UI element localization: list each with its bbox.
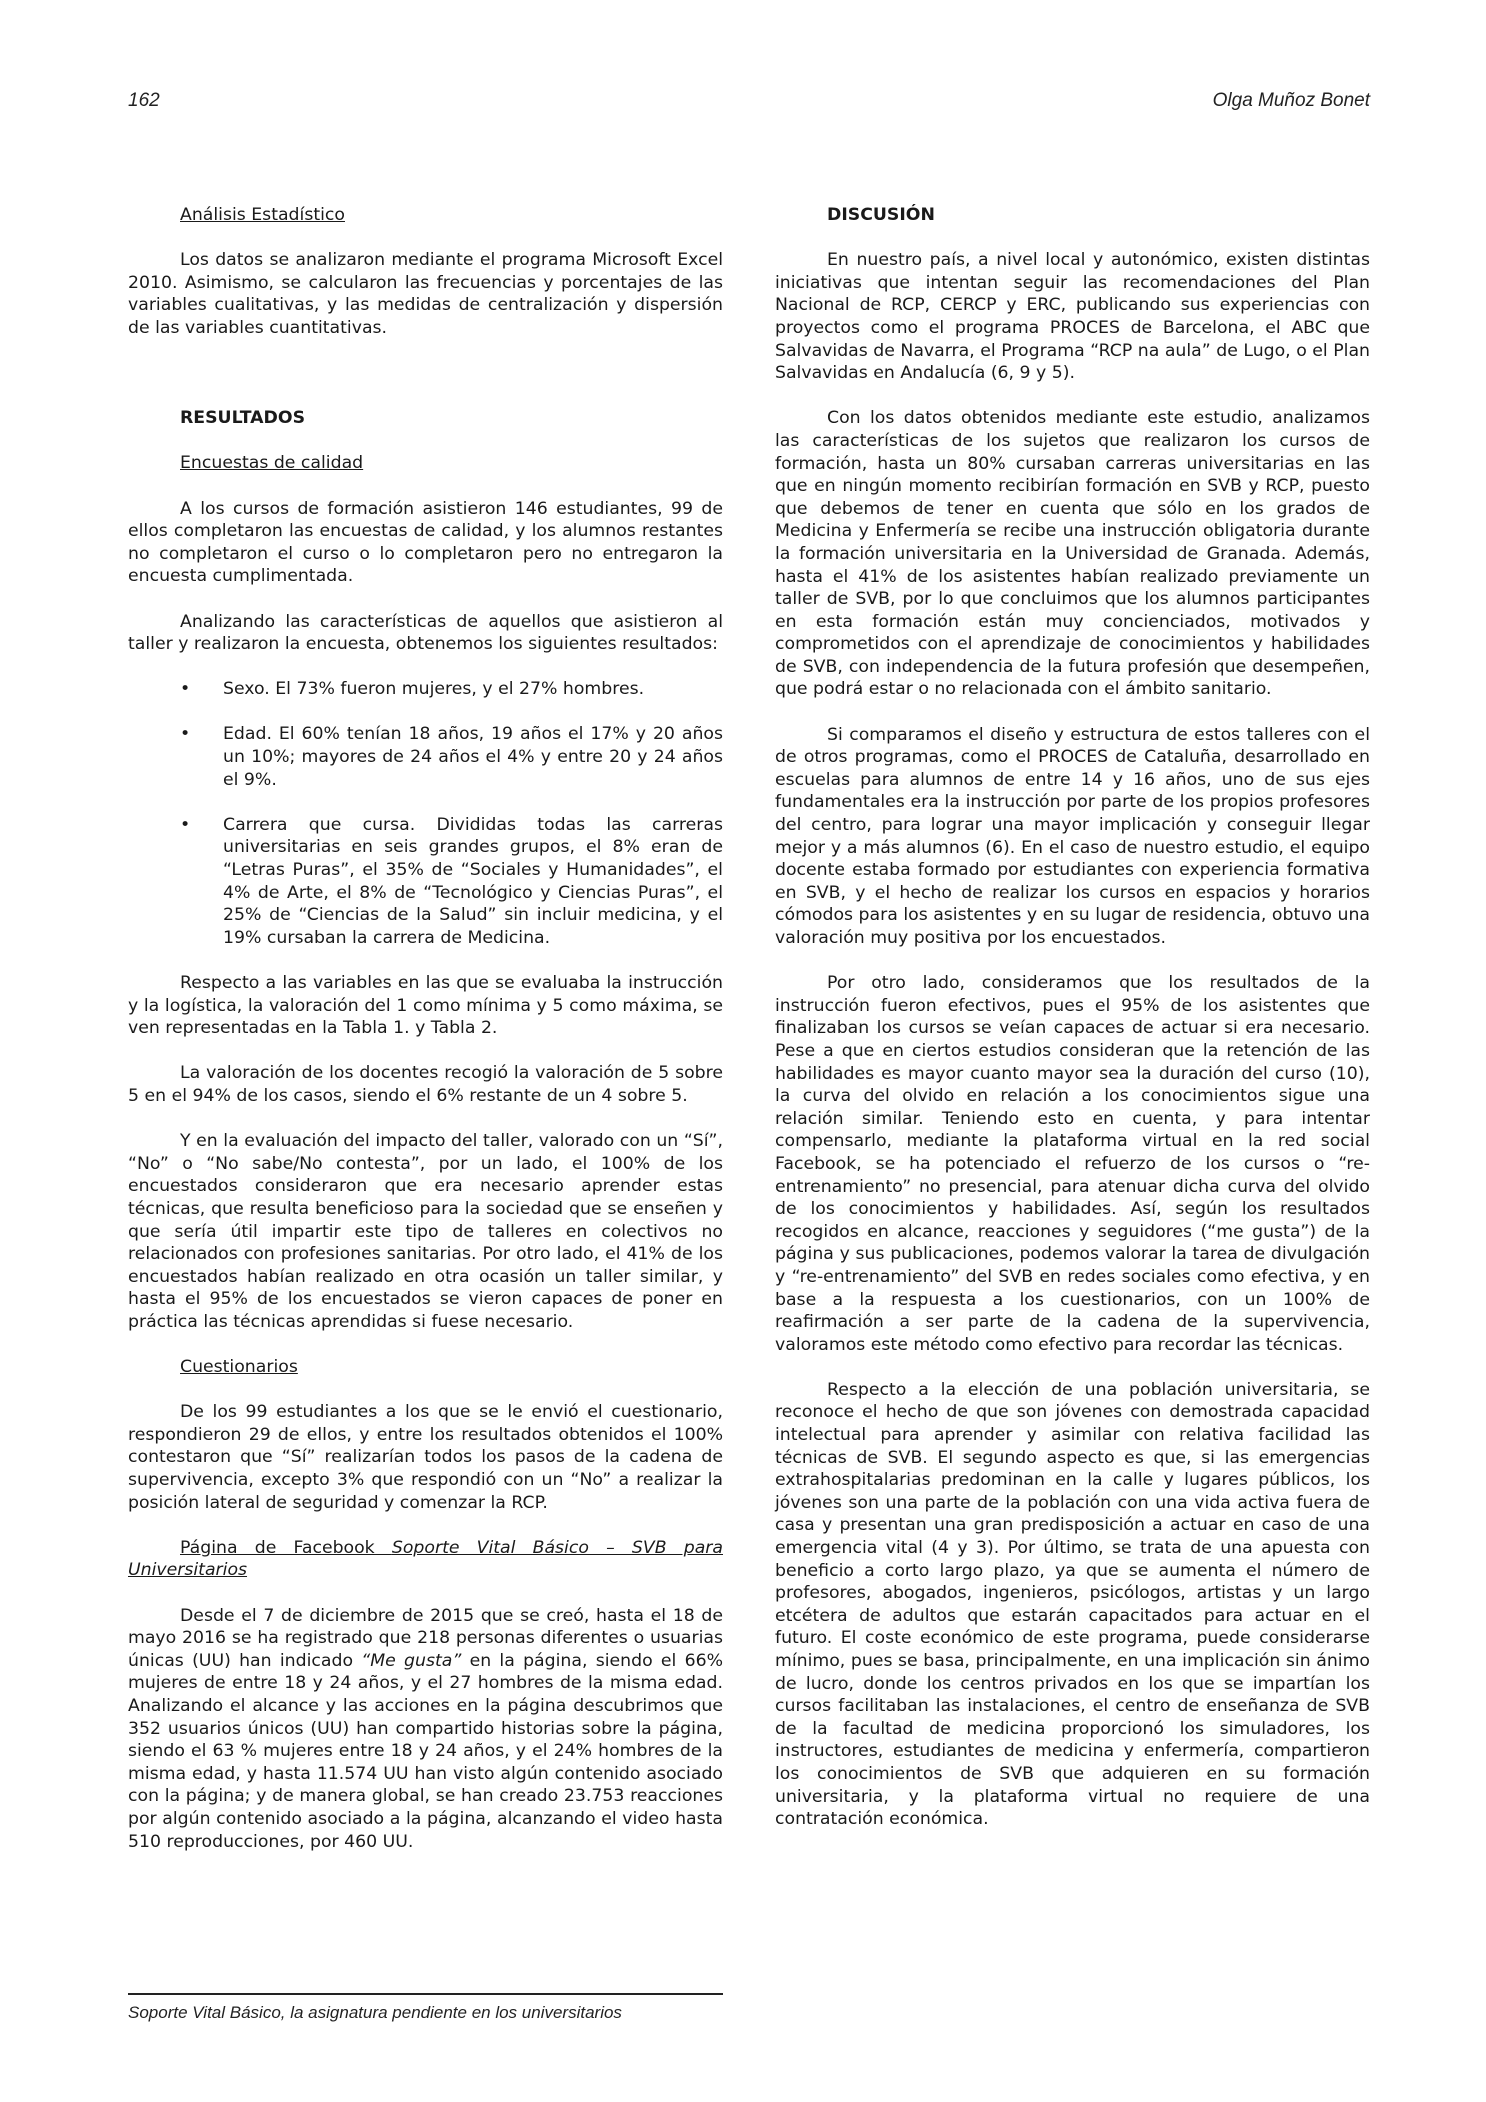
section-title-analisis: Análisis Estadístico	[180, 205, 345, 225]
list-item	[128, 723, 723, 791]
section-title-cuestionarios: Cuestionarios	[180, 1357, 298, 1378]
paragraph: Respecto a las variables en las que se evaluaba la instrucción y la logística, la valoración del 1 como mínima y 5 como máxima, se ven representadas en la Tabla 1. y Tabla 2.	[128, 973, 723, 1039]
bullet-mark: •	[180, 814, 191, 835]
paragraph: A los cursos de formación asistieron 146 estudiantes, 99 de ellos completaron las encuestas de calidad, y los alumnos restantes no completaron el curso o lo completaron pero no entregaron la encuesta cumplimentada.	[128, 498, 723, 587]
paragraph: Por otro lado, consideramos que los resultados de la instrucción fueron efectivos, pues el 95% de los asistentes que finalizaban los cursos se veían capaces de actuar si era necesario. Pese a que en ciertos estudios consideran que la retención de las habilidades es mayor cuanto mayor sea la duración del curso (10), la curva del olvido en relación a los conocimientos sigue una relación similar. Teniendo esto en cuenta, y para intentar compensarlo, mediante la plataforma virtual en la red social Facebook, se ha potenciado el refuerzo de los cursos o “re-entrenamiento” no presencial, para atenuar dicha curva del olvido de los conocimientos y habilidades. Así, según los resultados recogidos en alcance, reacciones y seguidores (“me gusta”) de la página y sus publicaciones, podemos valorar la tarea de divulgación y “re-entrenamiento” del SVB en redes sociales como efectiva, y en base a la respuesta a los cuestionarios, con un 100% de reafirmación a ser parte de la cadena de la supervivencia, valoramos este método como efectivo para recordar las técnicas.	[775, 973, 1370, 1355]
left-column	[128, 204, 723, 1876]
bullet-mark: •	[180, 679, 191, 700]
running-author: Olga Muñoz Bonet	[1212, 90, 1370, 111]
list-item-text: Edad. El 60% tenían 18 años, 19 años el 17% y 20 años un 10%; mayores de 24 años el 4% y entre 20 y 24 años el 9%.	[223, 724, 723, 790]
list-item	[128, 678, 723, 701]
footer-rule	[128, 1993, 723, 1995]
paragraph: Respecto a la elección de una población universitaria, se reconoce el hecho de que son jóvenes con demostrada capacidad intelectual para aprender y asimilar con relativa facilidad las técnicas de SVB. El segundo aspecto es que, si las emergencias extrahospitalarias predominan en la calle y lugares públicos, los jóvenes son una parte de la población con una vida activa fuera de casa y presentan una gran predisposición a actuar en caso de una emergencia vital (4 y 3). Por último, se trata de una apuesta con beneficio a corto largo plazo, ya que se aumenta el número de profesores, abogados, ingenieros, psicólogos, artistas y un largo etcétera de adultos que estarán capacitados para actuar en el futuro. El coste económico de este programa, puede considerarse mínimo, pues se basa, principalmente, en una implicación sin ánimo de lucro, donde los centros privados en los que se impartían los cursos facilitaban las instalaciones, el centro de enseñanza de SVB de la facultad de medicina proporcionó los simuladores, los instructores, estudiantes de medicina y enfermería, compartieron los conocimientos de SVB que adquieren en su formación universitaria, y la plataforma virtual no requiere de una contratación económica.	[775, 1379, 1370, 1830]
list-item-text: Sexo. El 73% fueron mujeres, y el 27% hombres.	[223, 679, 645, 700]
page-number: 162	[128, 90, 160, 111]
right-column	[775, 204, 1370, 1853]
list-item	[128, 814, 723, 950]
paragraph-part: Desde el 7 de diciembre de 2015 que se creó, hasta el 18 de mayo 2016 se ha registrado que 218 personas diferentes o usuarias únicas (UU) han indicado	[128, 1605, 723, 1671]
facebook-title-plain: Página de Facebook	[180, 1537, 392, 1558]
facebook-title-italic: Soporte Vital Básico – SVB para Universitarios	[128, 1537, 723, 1581]
paragraph: Si comparamos el diseño y estructura de estos talleres con el de otros programas, como el PROCES de Cataluña, desarrollado en escuelas para alumnos de entre 14 y 16 años, uno de sus ejes fundamentales era la instrucción por parte de los propios profesores del centro, para lograr una mayor implicación y conseguir llegar mejor y a más alumnos (6). En el caso de nuestro estudio, el equipo docente estaba formado por estudiantes con experiencia formativa en SVB, y el hecho de realizar los cursos en espacios y horarios cómodos para los asistentes y en su lugar de residencia, obtuvo una valoración muy positiva por los encuestados.	[775, 724, 1370, 948]
paragraph: La valoración de los docentes recogió la valoración de 5 sobre 5 en el 94% de los casos, siendo el 6% restante de un 4 sobre 5.	[128, 1063, 723, 1106]
list-item-text: Carrera que cursa. Divididas todas las carreras universitarias en seis grandes grupos, el 8% eran de “Letras Puras”, el 35% de “Sociales y Humanidades”, el 4% de Arte, el 8% de “Tecnológico y Ciencias Puras”, el 25% de “Ciencias de la Salud” sin incluir medicina, y el 19% cursaban la carrera de Medicina.	[223, 814, 723, 948]
section-heading-discusion: DISCUSIÓN	[827, 205, 935, 225]
paragraph: Analizando las características de aquellos que asistieron al taller y realizaron la encuesta, obtenemos los siguientes resultados:	[128, 611, 723, 655]
paragraph: Con los datos obtenidos mediante este estudio, analizamos las características de los sujetos que realizaron los cursos de formación, hasta un 80% cursaban carreras universitarias en las que en ningún momento recibirían formación en SVB y RCP, puesto que debemos de tener en cuenta que sólo en los grados de Medicina y Enfermería se recibe una instrucción obligatoria durante la formación universitaria en la Universidad de Granada. Además, hasta el 41% de los asistentes habían realizado previamente un taller de SVB, por lo que concluimos que los alumnos participantes en esta formación están muy concienciados, motivados y comprometidos con el aprendizaje de conocimientos y habilidades de SVB, con independencia de la futura profesión que desempeñen, que podrá estar o no relacionada con el ámbito sanitario.	[775, 408, 1370, 700]
paragraph: Los datos se analizaron mediante el programa Microsoft Excel 2010. Asimismo, se calcularon las frecuencias y porcentajes de las variables cualitativas, y las medidas de centralización y dispersión de las variables cuantitativas.	[128, 250, 723, 338]
paragraph-emphasis: “Me gusta”	[361, 1650, 462, 1671]
paragraph: En nuestro país, a nivel local y autonómico, existen distintas iniciativas que intentan seguir las recomendaciones del Plan Nacional de RCP, CERCP y ERC, publicando sus experiencias con proyectos como el programa PROCES de Barcelona, el ABC que Salvavidas de Navarra, el Programa “RCP na aula” de Lugo, o el Plan Salvavidas en Andalucía (6, 9 y 5).	[775, 250, 1370, 384]
section-title-facebook	[128, 1537, 723, 1582]
paragraph	[128, 1605, 723, 1854]
paragraph: Y en la evaluación del impacto del taller, valorado con un “Sí”, “No” o “No sabe/No contesta”, por un lado, el 100% de los encuestados consideraron que era necesario aprender estas técnicas, que resulta beneficioso para la sociedad que se enseñen y que sería útil impartir este tipo de talleres en colectivos no relacionados con profesiones sanitarias. Por otro lado, el 41% de los encuestados habían realizado en otra ocasión un taller similar, y hasta el 95% de los encuestados se vieron capaces de poner en práctica las técnicas aprendidas si fuese necesario.	[128, 1131, 723, 1332]
paragraph-part: en la página, siendo el 66% mujeres de entre 18 y 24 años, y el 27 hombres de la misma edad. Analizando el alcance y las acciones en la página descubrimos que 352 usuarios únicos (UU) han compartido historias sobre la página, siendo el 63 % mujeres entre 18 y 24 años, y el 24% hombres de la misma edad, y hasta 11.574 UU han visto algún contenido asociado con la página; y de manera global, se han creado 23.753 reacciones por algún contenido asociado a la página, alcanzando el video hasta 510 reproducciones, por 460 UU.	[128, 1650, 724, 1852]
paragraph: De los 99 estudiantes a los que se le envió el cuestionario, respondieron 29 de ellos, y entre los resultados obtenidos el 100% contestaron que “Sí” realizarían todos los pasos de la cadena de supervivencia, excepto 3% que respondió con un “No” a realizar la posición lateral de seguridad y comenzar la RCP.	[128, 1402, 723, 1513]
results-list	[128, 678, 723, 949]
section-title-encuestas: Encuestas de calidad	[180, 453, 364, 474]
section-heading-resultados: RESULTADOS	[180, 408, 306, 429]
bullet-mark: •	[180, 724, 191, 745]
running-footer: Soporte Vital Básico, la asignatura pendiente en los universitarios	[128, 2003, 622, 2022]
